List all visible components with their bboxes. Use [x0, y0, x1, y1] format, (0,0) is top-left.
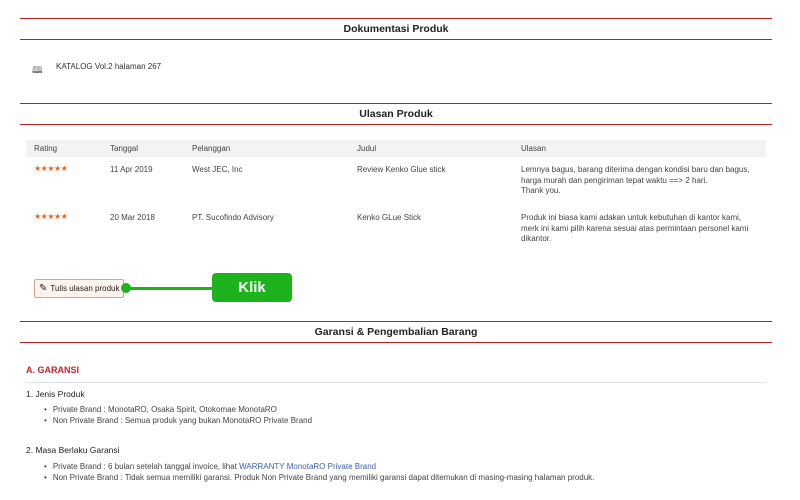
divider [26, 382, 766, 383]
col-tanggal: Tanggal [110, 144, 139, 153]
edit-icon: ✎ [39, 283, 48, 294]
list-item: • Private Brand : MonotaRO, Osaka Spirit, Otokomae MonotaRO [44, 404, 312, 415]
jenis-produk-title: 1. Jenis Produk [26, 389, 85, 399]
garansi-heading: A. GARANSI [26, 365, 80, 375]
col-pelanggan: Pelanggan [192, 144, 231, 153]
review-title: Review Kenko Glue stick [357, 165, 446, 174]
list-item: • Non Private Brand : Tidak semua memiliki garansi. Produk Non Private Brand yang memiliki garansi dapat ditemukan di masing-masing halaman produk. [44, 472, 594, 483]
review-text: Produk ini biasa kami adakan untuk kebutuhan di kantor kami, merk ini kami pilih karena sesuai atas permintaan personel kami dikantor. [521, 213, 749, 243]
star-rating: ★★★★★ [34, 164, 68, 173]
annotation-klik: Klik [212, 273, 292, 302]
masa-garansi-title: 2. Masa Berlaku Garansi [26, 445, 120, 455]
list-item [44, 461, 594, 472]
review-customer: West JEC, Inc [192, 165, 243, 174]
section-title-dokumentasi: Dokumentasi Produk [20, 18, 772, 40]
col-ulasan: Ulasan [521, 144, 546, 153]
section-title-garansi: Garansi & Pengembalian Barang [20, 321, 772, 343]
list-item: • Non Private Brand : Semua produk yang bukan MonotaRO Private Brand [44, 415, 312, 426]
write-review-label: Tulis ulasan produk [50, 284, 120, 293]
review-customer: PT. Sucofindo Advisory [192, 213, 274, 222]
review-date: 11 Apr 2019 [110, 165, 153, 174]
review-date: 20 Mar 2018 [110, 213, 155, 222]
col-rating: Rating [34, 144, 58, 153]
annotation-line [126, 287, 214, 290]
section-title-ulasan: Ulasan Produk [20, 103, 772, 125]
book-icon: 🕮 [32, 65, 43, 75]
review-text: Lemnya bagus, barang diterima dengan kondisi baru dan bagus, harga murah dan pengiriman tepat waktu ==> 2 hari. Thank you. [521, 165, 750, 195]
star-rating: ★★★★★ [34, 212, 68, 221]
annotation-dot [121, 283, 131, 293]
warranty-link[interactable]: WARRANTY MonotaRO Private Brand [239, 462, 377, 471]
write-review-button[interactable] [34, 279, 124, 298]
review-title: Kenko GLue Stick [357, 213, 422, 222]
catalog-link[interactable]: KATALOG Vol.2 halaman 267 [56, 62, 162, 71]
list-item-text: Private Brand : 6 bulan setelah tanggal invoice, lihat [52, 462, 240, 471]
col-judul: Judul [357, 144, 377, 153]
